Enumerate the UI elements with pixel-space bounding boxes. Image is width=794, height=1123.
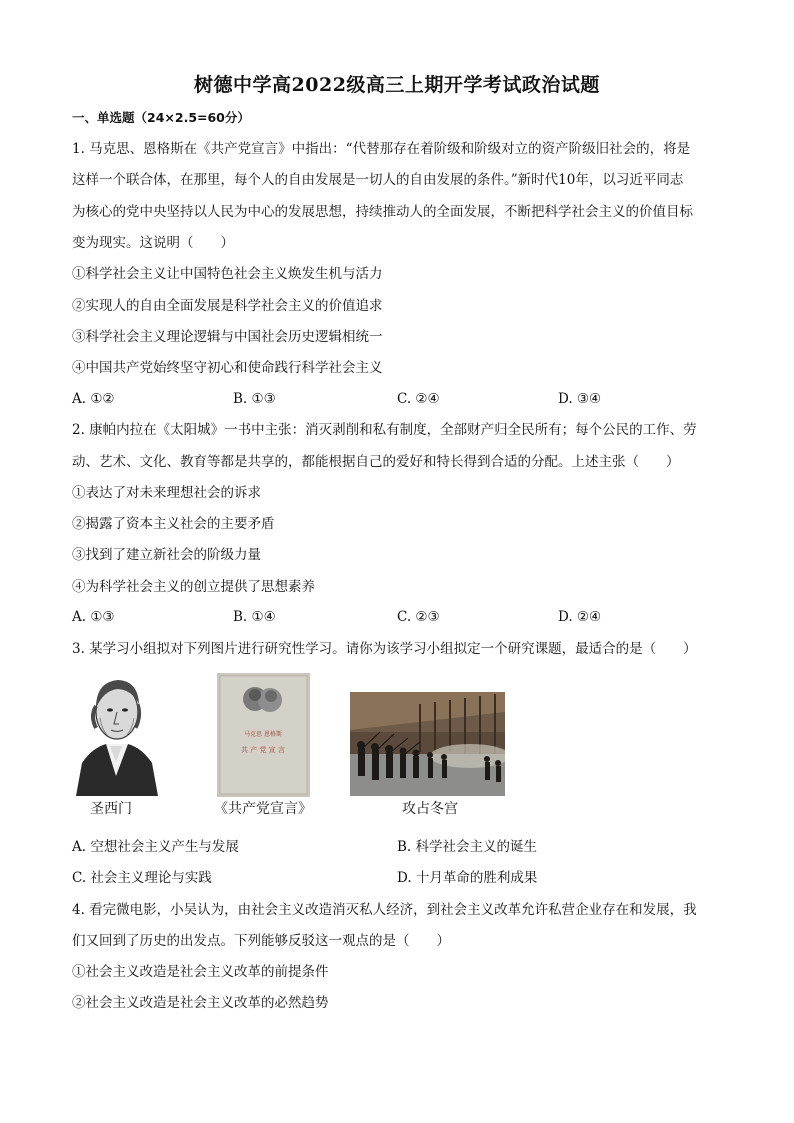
- q1-stem-line: 变为现实。这说明（ ）: [72, 235, 234, 251]
- q2-statement: ④为科学社会主义的创立提供了思想素养: [72, 579, 315, 595]
- q1-option-c[interactable]: C. ②④: [397, 391, 440, 407]
- q1-stem-line: 这样一个联合体，在那里，每个人的自由发展是一切人的自由发展的条件。”新时代10年，以习近平同志: [72, 172, 684, 188]
- q3-stem-line: 3. 某学习小组拟对下列图片进行研究性学习。请你为该学习小组拟定一个研究课题，最适合的是（ ）: [72, 641, 697, 657]
- q2-stem-line: 动、艺术、文化、教育等都是共享的，都能根据自己的爱好和特长得到合适的分配。上述主张（ ）: [72, 454, 680, 470]
- q1-statement: ②实现人的自由全面发展是科学社会主义的价值追求: [72, 298, 383, 314]
- storming-winter-palace-image: [350, 692, 505, 796]
- q4-stem-line: 们又回到了历史的出发点。下列能够反驳这一观点的是（ ）: [72, 933, 450, 949]
- cover-authors-text: 马克思 恩格斯: [244, 731, 282, 738]
- q3-option-d[interactable]: D. 十月革命的胜利成果: [397, 870, 538, 886]
- page-title: 树德中学高2022级高三上期开学考试政治试题: [194, 74, 600, 96]
- q1-stem-line: 1. 马克思、恩格斯在《共产党宣言》中指出：“代替那存在着阶级和阶级对立的资产阶级旧社会的，将是: [72, 141, 691, 157]
- caption-winter-palace: 攻占冬宫: [402, 801, 458, 817]
- q2-statement: ③找到了建立新社会的阶级力量: [72, 547, 261, 563]
- q1-statement: ①科学社会主义让中国特色社会主义焕发生机与活力: [72, 266, 383, 282]
- q2-option-d[interactable]: D. ②④: [558, 609, 602, 625]
- q2-statement: ②揭露了资本主义社会的主要矛盾: [72, 516, 275, 532]
- q2-option-b[interactable]: B. ①④: [233, 609, 276, 625]
- q4-statement: ①社会主义改造是社会主义改革的前提条件: [72, 964, 329, 980]
- q3-option-a[interactable]: A. 空想社会主义产生与发展: [72, 839, 239, 855]
- q2-statement: ①表达了对未来理想社会的诉求: [72, 485, 261, 501]
- q2-option-c[interactable]: C. ②③: [397, 609, 440, 625]
- q1-stem-line: 为核心的党中央坚持以人民为中心的发展思想，持续推动人的全面发展，不断把科学社会主义的价值目标: [72, 204, 693, 220]
- caption-communist-manifesto: 《共产党宣言》: [214, 801, 312, 817]
- q1-statement: ④中国共产党始终坚守初心和使命践行科学社会主义: [72, 360, 383, 376]
- q4-stem-line: 4. 看完微电影，小吴认为，由社会主义改造消灭私人经济，到社会主义改革允许私营企业存在和发展，我: [72, 902, 697, 918]
- q2-stem-line: 2. 康帕内拉在《太阳城》一书中主张：消灭剥削和私有制度，全部财产归全民所有；每个公民的工作、劳: [72, 422, 697, 438]
- caption-saint-simon: 圣西门: [90, 801, 132, 817]
- q3-option-c[interactable]: C. 社会主义理论与实践: [72, 870, 212, 886]
- q4-statement: ②社会主义改造是社会主义改革的必然趋势: [72, 995, 329, 1011]
- cover-title-text: 共 产 党 宣 言: [241, 746, 285, 754]
- q1-option-a[interactable]: A. ①②: [72, 391, 115, 407]
- section-heading: 一、单选题（24×2.5=60分）: [72, 110, 250, 125]
- q1-statement: ③科学社会主义理论逻辑与中国社会历史逻辑相统一: [72, 329, 383, 345]
- q3-option-b[interactable]: B. 科学社会主义的诞生: [397, 839, 538, 855]
- q1-option-d[interactable]: D. ③④: [558, 391, 602, 407]
- communist-manifesto-cover-image: [217, 673, 310, 797]
- q2-option-a[interactable]: A. ①③: [72, 609, 115, 625]
- q1-option-b[interactable]: B. ①③: [233, 391, 276, 407]
- saint-simon-portrait-image: [72, 668, 160, 796]
